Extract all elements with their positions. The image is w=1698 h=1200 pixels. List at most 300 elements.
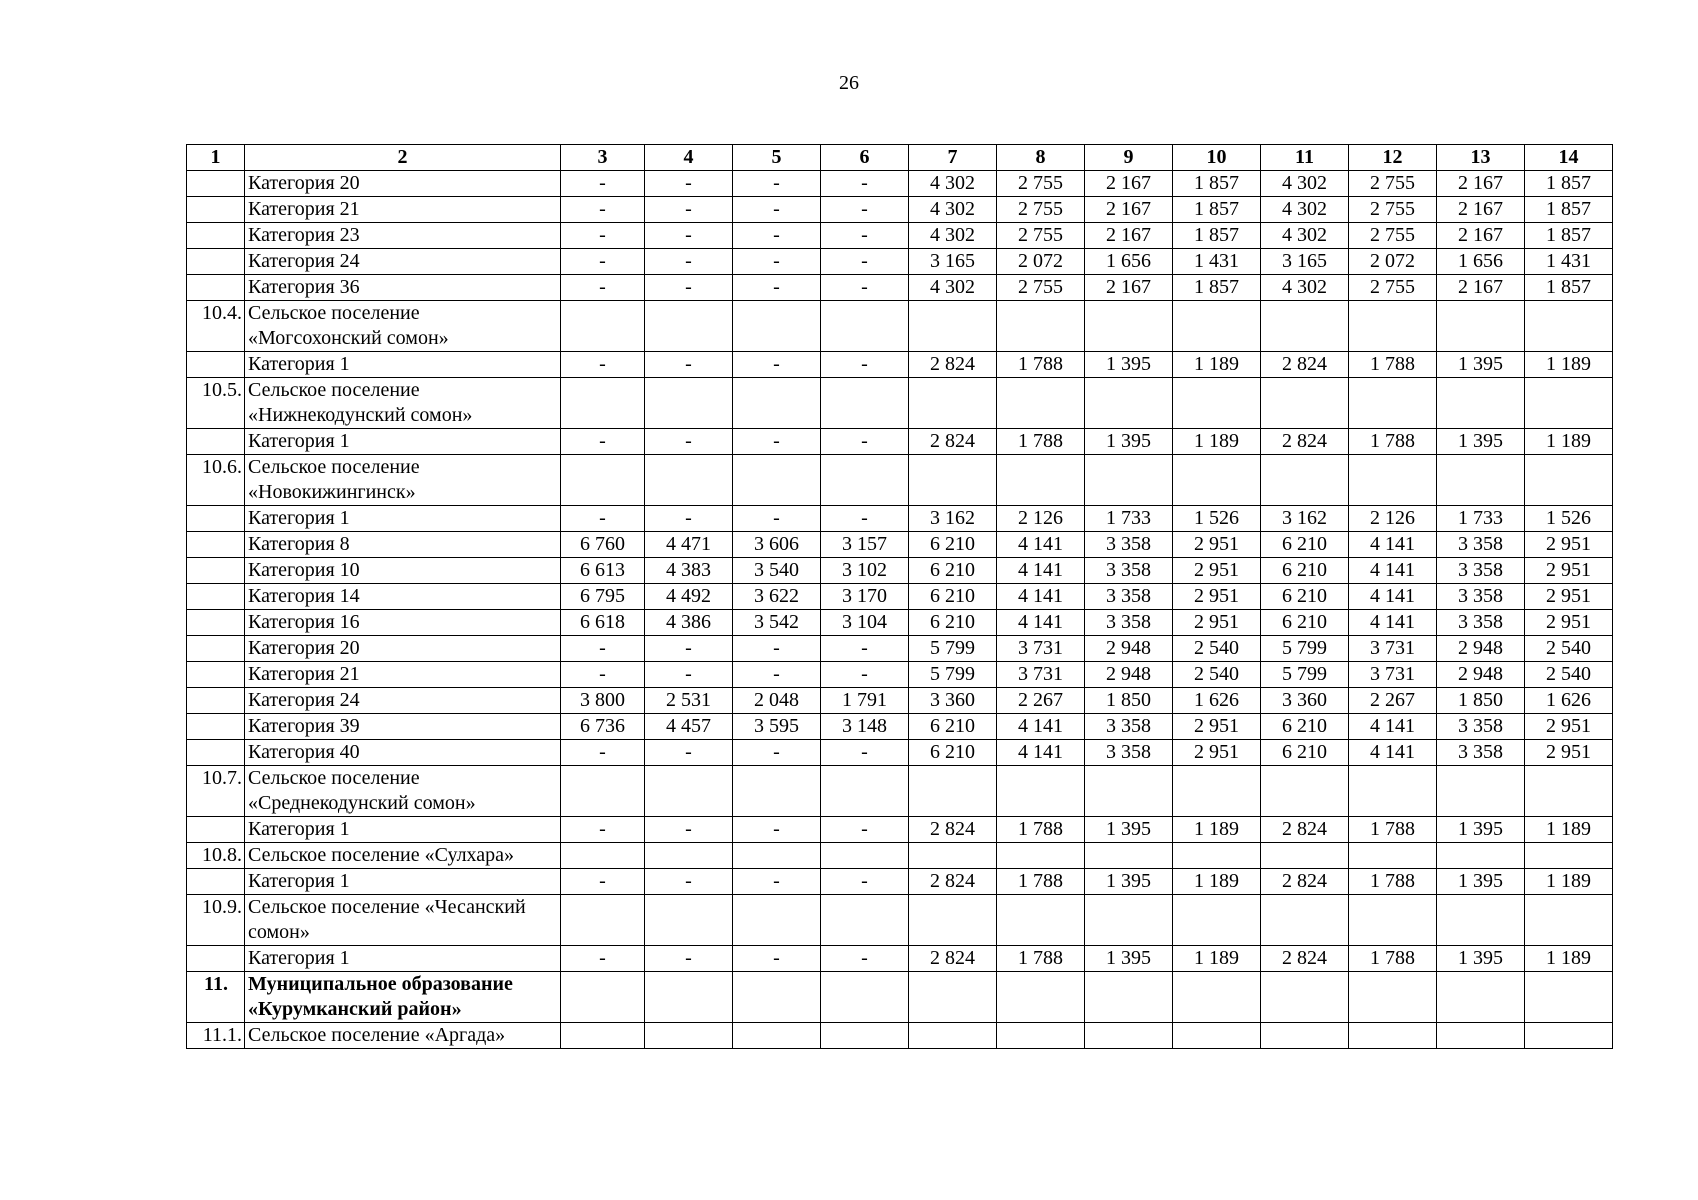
value-cell: 1 857 [1525,197,1613,223]
value-cell: - [821,275,909,301]
table-row [187,740,1613,766]
value-cell [1085,895,1173,946]
value-cell: 2 267 [997,688,1085,714]
row-name: Категория 1 [245,817,561,843]
row-name: Категория 1 [245,429,561,455]
value-cell: 1 395 [1085,817,1173,843]
row-number [187,506,245,532]
value-cell [821,378,909,429]
value-cell: - [733,352,821,378]
value-cell [733,843,821,869]
table-row [187,455,1613,506]
column-header: 7 [909,145,997,171]
table-header-row [187,145,1613,171]
table-row [187,558,1613,584]
table-row [187,171,1613,197]
column-header: 2 [245,145,561,171]
value-cell: 3 542 [733,610,821,636]
table-row [187,378,1613,429]
row-number [187,584,245,610]
table-row [187,249,1613,275]
value-cell: - [821,171,909,197]
column-header: 11 [1261,145,1349,171]
value-cell [1261,1023,1349,1049]
value-cell: 1 857 [1525,171,1613,197]
value-cell: 2 755 [1349,197,1437,223]
value-cell: 6 736 [561,714,645,740]
value-cell: 2 824 [909,352,997,378]
value-cell: - [645,662,733,688]
value-cell: 1 857 [1525,275,1613,301]
value-cell: 2 951 [1173,740,1261,766]
table-row [187,869,1613,895]
value-cell: 2 824 [909,946,997,972]
value-cell: 1 189 [1525,946,1613,972]
row-name: Сельское поселение «Среднекодунский сомон» [245,766,561,817]
value-cell: 4 141 [997,532,1085,558]
value-cell [645,972,733,1023]
value-cell: - [733,817,821,843]
value-cell [561,378,645,429]
value-cell [1261,455,1349,506]
row-number: 10.4. [187,301,245,352]
value-cell: 4 302 [1261,223,1349,249]
value-cell: 2 167 [1085,171,1173,197]
value-cell: 2 540 [1525,662,1613,688]
table-row [187,843,1613,869]
column-header: 8 [997,145,1085,171]
value-cell: - [645,636,733,662]
value-cell: 3 102 [821,558,909,584]
value-cell: 3 157 [821,532,909,558]
value-cell: - [645,249,733,275]
row-number: 11. [187,972,245,1023]
value-cell [1261,378,1349,429]
table-row [187,223,1613,249]
value-cell [1261,895,1349,946]
value-cell: 6 210 [909,740,997,766]
value-cell [645,455,733,506]
value-cell [1173,895,1261,946]
value-cell: 3 358 [1437,584,1525,610]
row-number: 10.8. [187,843,245,869]
row-number [187,688,245,714]
value-cell: 1 791 [821,688,909,714]
value-cell [1173,1023,1261,1049]
value-cell: 1 850 [1085,688,1173,714]
value-cell: - [821,740,909,766]
table-row [187,532,1613,558]
value-cell [1525,766,1613,817]
value-cell: 2 126 [997,506,1085,532]
value-cell: 1 733 [1437,506,1525,532]
value-cell: 2 072 [1349,249,1437,275]
row-name: Категория 20 [245,636,561,662]
value-cell: 4 141 [1349,610,1437,636]
value-cell [1525,378,1613,429]
value-cell: 6 210 [1261,558,1349,584]
value-cell: 1 395 [1437,429,1525,455]
value-cell: 2 267 [1349,688,1437,714]
value-cell: 6 210 [909,558,997,584]
value-cell: - [733,275,821,301]
value-cell: - [821,946,909,972]
table-row [187,895,1613,946]
value-cell: 2 948 [1085,662,1173,688]
value-cell: - [561,636,645,662]
value-cell: - [733,223,821,249]
row-number [187,946,245,972]
row-number [187,171,245,197]
value-cell: 3 731 [997,636,1085,662]
value-cell: 1 189 [1525,352,1613,378]
value-cell: 4 492 [645,584,733,610]
value-cell: 2 951 [1173,532,1261,558]
row-number: 11.1. [187,1023,245,1049]
value-cell: 6 210 [1261,532,1349,558]
value-cell: - [561,249,645,275]
column-header: 12 [1349,145,1437,171]
value-cell: - [561,946,645,972]
value-cell: - [561,197,645,223]
value-cell: 2 755 [1349,223,1437,249]
row-number [187,714,245,740]
value-cell: - [561,740,645,766]
value-cell [1349,1023,1437,1049]
value-cell: 1 395 [1085,429,1173,455]
row-name: Сельское поселение «Аргада» [245,1023,561,1049]
value-cell [997,1023,1085,1049]
value-cell [1349,455,1437,506]
table-row [187,662,1613,688]
value-cell: 2 951 [1525,558,1613,584]
value-cell: 4 302 [1261,171,1349,197]
row-name: Категория 23 [245,223,561,249]
value-cell [733,972,821,1023]
value-cell [733,766,821,817]
value-cell: - [733,636,821,662]
value-cell: 3 731 [1349,662,1437,688]
value-cell [1437,895,1525,946]
row-name: Категория 8 [245,532,561,558]
row-name: Сельское поселение «Сулхара» [245,843,561,869]
value-cell: 1 395 [1085,869,1173,895]
value-cell: - [821,662,909,688]
value-cell: 2 755 [997,197,1085,223]
row-number [187,249,245,275]
value-cell: - [561,171,645,197]
value-cell: 2 531 [645,688,733,714]
value-cell: - [821,429,909,455]
value-cell [909,301,997,352]
table-row [187,1023,1613,1049]
value-cell [909,972,997,1023]
value-cell [1437,378,1525,429]
column-header: 6 [821,145,909,171]
value-cell: 1 395 [1437,946,1525,972]
row-number [187,352,245,378]
table-row [187,429,1613,455]
value-cell: 1 857 [1173,171,1261,197]
value-cell: 1 788 [1349,946,1437,972]
value-cell [1525,895,1613,946]
value-cell: 3 358 [1437,610,1525,636]
value-cell: 3 595 [733,714,821,740]
value-cell: 2 824 [909,817,997,843]
value-cell [997,455,1085,506]
value-cell [1349,301,1437,352]
value-cell: 6 210 [909,532,997,558]
value-cell: 4 141 [1349,558,1437,584]
value-cell: 1 431 [1173,249,1261,275]
row-number: 10.9. [187,895,245,946]
value-cell: 4 141 [997,714,1085,740]
row-name: Категория 40 [245,740,561,766]
row-number: 10.5. [187,378,245,429]
value-cell: 2 167 [1085,275,1173,301]
value-cell [821,301,909,352]
value-cell [1085,972,1173,1023]
value-cell: - [821,869,909,895]
column-header: 14 [1525,145,1613,171]
value-cell: 2 951 [1173,558,1261,584]
value-cell: 6 210 [909,584,997,610]
row-name: Категория 36 [245,275,561,301]
value-cell [645,301,733,352]
value-cell: 4 386 [645,610,733,636]
value-cell: 4 141 [997,610,1085,636]
value-cell: - [645,869,733,895]
value-cell: 2 167 [1085,223,1173,249]
table-row [187,352,1613,378]
value-cell [997,766,1085,817]
value-cell [1349,378,1437,429]
value-cell: - [561,429,645,455]
row-name: Сельское поселение «Нижнекодунский сомон» [245,378,561,429]
value-cell: - [821,197,909,223]
value-cell: 1 431 [1525,249,1613,275]
value-cell: 2 951 [1525,714,1613,740]
value-cell: 1 526 [1525,506,1613,532]
column-header: 1 [187,145,245,171]
column-header: 5 [733,145,821,171]
value-cell [1085,843,1173,869]
value-cell [645,378,733,429]
value-cell: 4 141 [997,740,1085,766]
value-cell: 2 951 [1525,610,1613,636]
row-name: Категория 14 [245,584,561,610]
value-cell: 3 358 [1437,558,1525,584]
value-cell: 2 072 [997,249,1085,275]
value-cell [1085,301,1173,352]
value-cell: - [561,869,645,895]
row-number [187,869,245,895]
value-cell [561,1023,645,1049]
value-cell: 2 167 [1085,197,1173,223]
value-cell: 2 824 [1261,817,1349,843]
value-cell [997,895,1085,946]
value-cell: 2 755 [1349,275,1437,301]
value-cell: 1 395 [1437,352,1525,378]
value-cell: - [733,197,821,223]
value-cell [1173,455,1261,506]
value-cell [1525,301,1613,352]
value-cell: 3 731 [997,662,1085,688]
value-cell: 2 755 [997,223,1085,249]
value-cell [1437,843,1525,869]
row-number [187,558,245,584]
value-cell: 4 302 [909,171,997,197]
value-cell [821,972,909,1023]
value-cell: 3 165 [909,249,997,275]
value-cell: 1 656 [1437,249,1525,275]
row-number [187,197,245,223]
value-cell: 2 951 [1525,532,1613,558]
value-cell [821,843,909,869]
value-cell [1349,895,1437,946]
value-cell: 2 167 [1437,223,1525,249]
value-cell: 3 606 [733,532,821,558]
value-cell: 3 358 [1085,558,1173,584]
row-number [187,636,245,662]
value-cell: 4 141 [1349,740,1437,766]
value-cell: 2 048 [733,688,821,714]
row-number [187,740,245,766]
value-cell: 2 951 [1525,740,1613,766]
value-cell: 6 210 [909,714,997,740]
value-cell [1261,972,1349,1023]
value-cell [909,843,997,869]
row-name: Сельское поселение «Могсохонский сомон» [245,301,561,352]
row-name: Категория 10 [245,558,561,584]
row-number [187,223,245,249]
row-number [187,429,245,455]
value-cell [1085,1023,1173,1049]
row-name: Категория 16 [245,610,561,636]
value-cell [733,1023,821,1049]
value-cell: 3 170 [821,584,909,610]
value-cell: 1 395 [1437,869,1525,895]
value-cell: 1 626 [1173,688,1261,714]
table-row [187,301,1613,352]
value-cell [1525,843,1613,869]
value-cell [1261,766,1349,817]
value-cell: 5 799 [909,662,997,688]
value-cell: 3 358 [1085,610,1173,636]
column-header: 10 [1173,145,1261,171]
value-cell: 3 148 [821,714,909,740]
value-cell [821,1023,909,1049]
column-header: 13 [1437,145,1525,171]
value-cell: 1 788 [1349,352,1437,378]
row-name: Сельское поселение «Чесанский сомон» [245,895,561,946]
value-cell: 3 358 [1437,740,1525,766]
row-name: Категория 1 [245,506,561,532]
value-cell: 4 141 [997,558,1085,584]
value-cell [733,895,821,946]
value-cell: 5 799 [1261,662,1349,688]
value-cell: - [561,275,645,301]
value-cell: 3 162 [909,506,997,532]
value-cell: 3 358 [1085,714,1173,740]
value-cell [821,766,909,817]
row-name: Категория 1 [245,946,561,972]
value-cell [1349,843,1437,869]
value-cell: 6 795 [561,584,645,610]
value-cell: 3 358 [1085,584,1173,610]
value-cell [909,766,997,817]
table-row [187,584,1613,610]
value-cell: 3 358 [1085,740,1173,766]
value-cell: 3 358 [1085,532,1173,558]
row-name: Категория 20 [245,171,561,197]
row-name: Категория 21 [245,662,561,688]
value-cell [1173,766,1261,817]
value-cell: 3 540 [733,558,821,584]
value-cell: 2 948 [1085,636,1173,662]
value-cell: 1 189 [1173,429,1261,455]
value-cell: - [821,223,909,249]
value-cell: 4 141 [997,584,1085,610]
value-cell: 4 302 [909,275,997,301]
value-cell: - [561,223,645,249]
value-cell: 3 162 [1261,506,1349,532]
value-cell: 3 731 [1349,636,1437,662]
value-cell: 4 471 [645,532,733,558]
value-cell [561,301,645,352]
tariff-table [186,144,1613,1049]
value-cell: 3 800 [561,688,645,714]
value-cell: 4 141 [1349,714,1437,740]
value-cell: 6 210 [1261,584,1349,610]
value-cell [1349,972,1437,1023]
value-cell [733,301,821,352]
value-cell [1437,1023,1525,1049]
value-cell: 1 189 [1173,946,1261,972]
value-cell: 2 167 [1437,275,1525,301]
value-cell: 4 383 [645,558,733,584]
value-cell [1085,455,1173,506]
value-cell [821,895,909,946]
table-row [187,506,1613,532]
value-cell: 1 526 [1173,506,1261,532]
row-number [187,275,245,301]
value-cell: 1 189 [1173,869,1261,895]
table-row [187,817,1613,843]
value-cell: 1 189 [1173,817,1261,843]
value-cell: 1 850 [1437,688,1525,714]
value-cell [645,895,733,946]
value-cell: 1 395 [1085,946,1173,972]
value-cell: 3 165 [1261,249,1349,275]
row-number: 10.7. [187,766,245,817]
value-cell: 4 457 [645,714,733,740]
value-cell [997,378,1085,429]
value-cell: - [733,171,821,197]
row-name: Муниципальное образование «Курумканский район» [245,972,561,1023]
column-header: 4 [645,145,733,171]
value-cell [997,972,1085,1023]
value-cell: 4 141 [1349,584,1437,610]
value-cell: 3 360 [909,688,997,714]
value-cell: 2 951 [1173,584,1261,610]
value-cell [645,1023,733,1049]
value-cell: 2 167 [1437,197,1525,223]
value-cell: - [733,249,821,275]
row-name: Категория 39 [245,714,561,740]
value-cell: 1 395 [1437,817,1525,843]
value-cell: 6 210 [1261,610,1349,636]
